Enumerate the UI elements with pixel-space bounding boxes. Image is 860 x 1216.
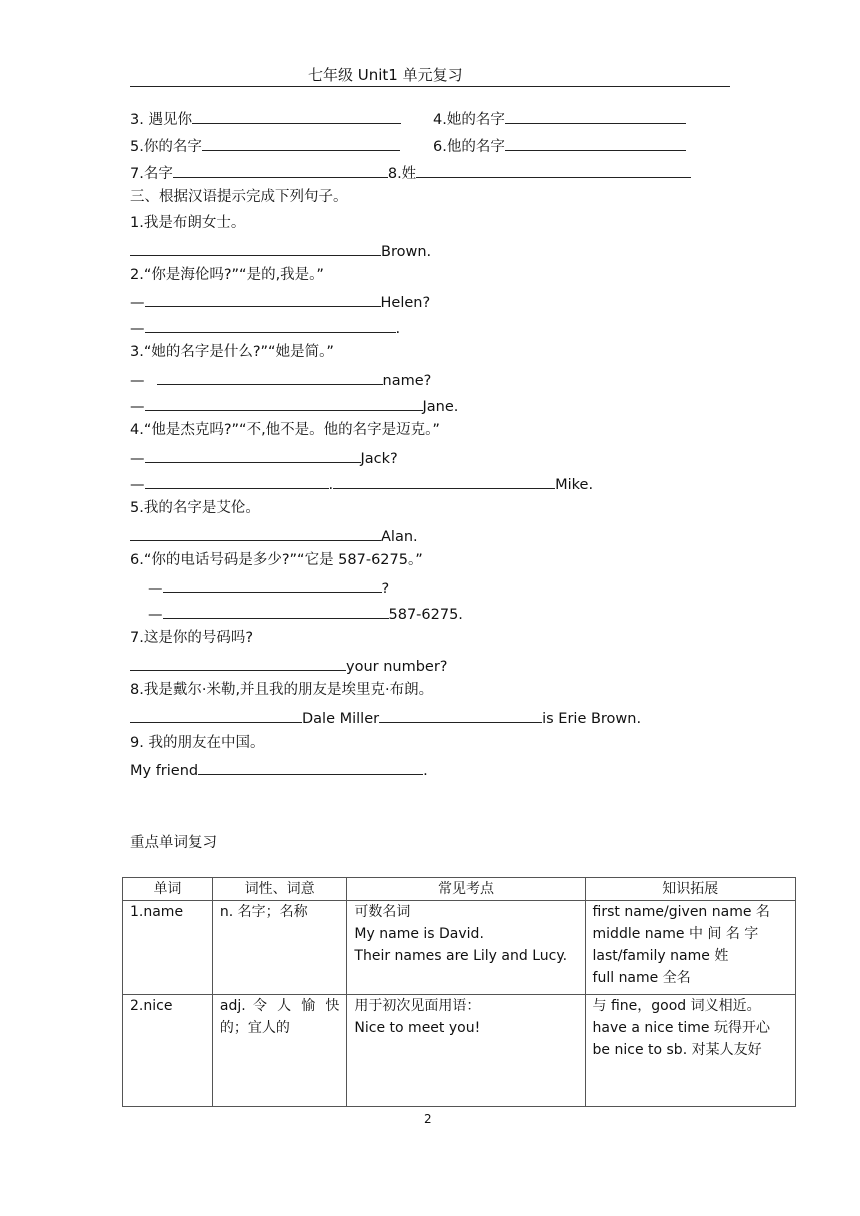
q4-blank-2a[interactable] (145, 473, 329, 489)
q2-answer-2: — . (130, 317, 400, 339)
vocab-table (122, 877, 796, 1107)
q7-answer: your number? (130, 655, 448, 677)
q7-prompt: 7.这是你的号码吗? (130, 630, 254, 646)
q5-blank[interactable] (130, 525, 381, 541)
q4-answer-1: — Jack? (130, 447, 398, 469)
q6-blank-1[interactable] (163, 577, 382, 593)
cell-word: 2.nice (123, 995, 213, 1107)
q9-blank[interactable] (198, 759, 423, 775)
vocab-review-title: 重点单词复习 (130, 835, 217, 851)
blank-5[interactable] (202, 135, 400, 151)
blank-8[interactable] (416, 162, 691, 178)
q1-answer: Brown. (130, 240, 431, 262)
blank-6[interactable] (505, 135, 686, 151)
blank-4[interactable] (505, 108, 686, 124)
q8-blank-2[interactable] (379, 707, 542, 723)
q8-blank-1[interactable] (130, 707, 302, 723)
q4-blank-1[interactable] (145, 447, 361, 463)
q1-blank[interactable] (130, 240, 381, 256)
table-row (123, 901, 796, 995)
q8-answer: Dale Miller is Erie Brown. (130, 707, 641, 729)
header-extension: 知识拓展 (585, 878, 795, 901)
q2-blank-2[interactable] (145, 317, 396, 333)
page-number: 2 (424, 1112, 432, 1126)
q7-blank[interactable] (130, 655, 346, 671)
blank-3[interactable] (192, 108, 401, 124)
q8-prompt: 8.我是戴尔·米勒,并且我的朋友是埃里克·布朗。 (130, 682, 434, 698)
q2-prompt: 2.“你是海伦吗?”“是的,我是。” (130, 267, 324, 283)
cell-pos: adj. 令 人 愉 快的；宜人的 (212, 995, 347, 1107)
q3-answer-1: — name? (130, 369, 431, 391)
table-row (123, 995, 796, 1107)
page-title: 七年级 Unit1 单元复习 (308, 66, 463, 84)
q6-answer-1: — ? (148, 577, 389, 599)
section-3-title: 三、根据汉语提示完成下列句子。 (130, 189, 348, 205)
q6-prompt: 6.“你的电话号码是多少?”“它是 587-6275。” (130, 552, 423, 568)
q3-blank-1[interactable] (157, 369, 383, 385)
q3-prompt: 3.“她的名字是什么?”“她是简。” (130, 344, 334, 360)
vocab-item-6: 6.他的名字 (433, 135, 686, 157)
q4-answer-2: — . Mike. (130, 473, 593, 495)
header-points: 常见考点 (347, 878, 585, 901)
q2-blank-1[interactable] (145, 291, 381, 307)
q3-blank-2[interactable] (145, 395, 423, 411)
cell-extension: 与 fine，good 词义相近。 have a nice time 玩得开心 be nice to sb. 对某人友好 (585, 995, 795, 1107)
q3-answer-2: — Jane. (130, 395, 458, 417)
q4-blank-2b[interactable] (333, 473, 555, 489)
q9-prompt: 9. 我的朋友在中国。 (130, 735, 265, 751)
vocab-item-3: 3. 遇见你 (130, 108, 401, 130)
cell-pos: n. 名字；名称 (212, 901, 347, 995)
cell-extension: first name/given name 名 middle name 中 间 名 字 last/family name 姓 full name 全名 (585, 901, 795, 995)
q6-blank-2[interactable] (163, 603, 389, 619)
vocab-table-header (123, 878, 796, 901)
blank-7[interactable] (173, 162, 388, 178)
q6-answer-2: — 587-6275. (148, 603, 463, 625)
cell-word: 1.name (123, 901, 213, 995)
q5-prompt: 5.我的名字是艾伦。 (130, 500, 260, 516)
header-pos: 词性、词意 (212, 878, 347, 901)
vocab-item-5: 5.你的名字 (130, 135, 400, 157)
q1-prompt: 1.我是布朗女士。 (130, 215, 246, 231)
q9-answer: My friend . (130, 759, 428, 781)
q5-answer: Alan. (130, 525, 418, 547)
header-word: 单词 (123, 878, 213, 901)
q2-answer-1: — Helen? (130, 291, 430, 313)
cell-points: 用于初次见面用语： Nice to meet you! (347, 995, 585, 1107)
vocab-item-4: 4.她的名字 (433, 108, 686, 130)
q4-prompt: 4.“他是杰克吗?”“不,他不是。他的名字是迈克。” (130, 422, 440, 438)
page-header (130, 60, 730, 87)
vocab-item-7-8: 7.名字 8.姓 (130, 162, 691, 184)
cell-points: 可数名词 My name is David. Their names are Lily and Lucy. (347, 901, 585, 995)
